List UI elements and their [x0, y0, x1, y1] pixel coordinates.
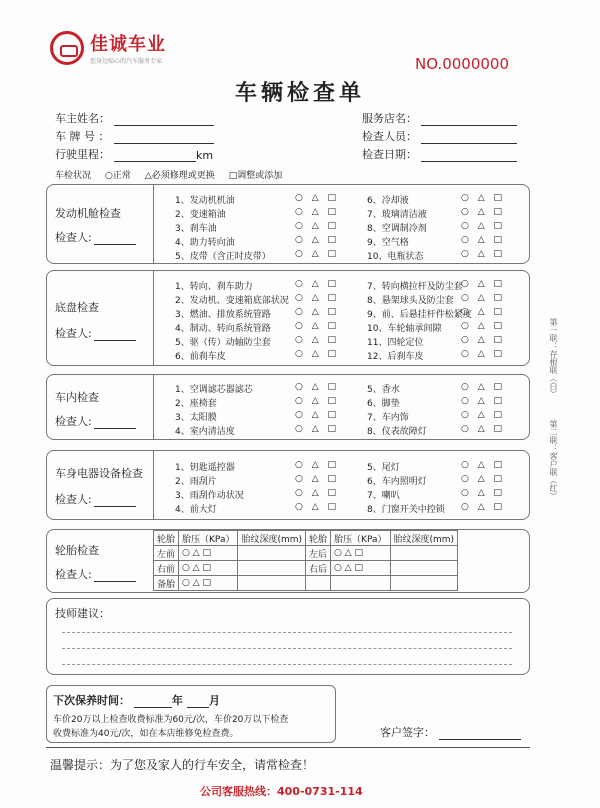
interior-item: 2、座椅套	[175, 399, 217, 409]
engine-section-title: 发动机舱检查	[55, 207, 121, 220]
check-marks[interactable]: ○ △ □	[461, 460, 505, 470]
brand-subtitle: 您身边贴心的汽车服务专家	[90, 58, 163, 65]
check-marks[interactable]: ○ △ □	[461, 307, 505, 317]
advice-line[interactable]	[62, 632, 512, 633]
chassis-item: 2、发动机、变速箱底部状况	[175, 296, 289, 306]
plate-field[interactable]	[55, 128, 214, 144]
table-row: 左前 ○ △ □ 左后 ○ △ □	[154, 546, 458, 561]
fee-note: 车价20万以上检查收费标准为60元/次，车价20万以下检查	[53, 715, 289, 725]
engine-item: 9、空气格	[367, 238, 409, 248]
inspector-label: 检查人员：	[362, 130, 417, 143]
side-note: 第一联：存根联（白）	[549, 318, 558, 398]
chassis-item: 6、前刹车皮	[175, 352, 226, 362]
interior-item: 7、车内饰	[367, 413, 409, 423]
electrical-item: 1、钥匙遥控器	[175, 463, 235, 473]
electrical-item: 5、尾灯	[367, 463, 400, 473]
serial-number: NO.0000000	[415, 55, 509, 73]
check-marks[interactable]: ○ △ □	[461, 488, 505, 498]
interior-section	[46, 374, 530, 440]
mileage-field[interactable]	[55, 146, 213, 162]
date-input-line[interactable]	[421, 150, 517, 162]
chassis-item: 11、四轮定位	[367, 338, 424, 348]
engine-item: 5、皮带（含正时皮带）	[175, 252, 271, 262]
check-marks[interactable]: ○ △ □	[295, 193, 339, 203]
electrical-item: 8、门窗开关中控锁	[367, 505, 445, 515]
chassis-item: 5、驱（传）动轴防尘套	[175, 338, 271, 348]
status-repair: △必须修理或更换	[144, 171, 215, 181]
interior-item: 8、仪表故障灯	[367, 427, 427, 437]
signature-field[interactable]	[380, 724, 521, 740]
chassis-item: 4、制动、转向系统管路	[175, 324, 271, 334]
next-maintenance-label: 下次保养时间：	[53, 694, 130, 707]
plate-label: 车 牌 号 ：	[55, 130, 110, 143]
date-label: 检查日期：	[362, 148, 417, 161]
signature-line[interactable]	[439, 728, 521, 740]
check-marks[interactable]: ○ △ □	[461, 410, 505, 420]
check-marks[interactable]: ○ △ □	[461, 335, 505, 345]
chassis-item: 3、燃油、排放系统管路	[175, 310, 271, 320]
hotline: 公司客服热线：400-0731-114	[200, 785, 363, 798]
check-marks[interactable]: ○ △ □	[461, 321, 505, 331]
engine-item: 10、电瓶状态	[367, 252, 424, 262]
interior-item: 6、脚垫	[367, 399, 400, 409]
check-marks[interactable]: ○ △ □	[295, 279, 339, 289]
mileage-unit: km	[196, 149, 214, 162]
check-marks[interactable]: ○ △ □	[461, 474, 505, 484]
advice-line[interactable]	[62, 664, 512, 665]
tire-table-header: 轮胎 胎压（KPa） 胎纹深度(mm) 轮胎 胎压（KPa） 胎纹深度(mm)	[154, 531, 458, 546]
electrical-inspector[interactable]: 检查人:	[55, 491, 136, 507]
status-legend	[55, 168, 282, 181]
check-marks[interactable]: ○ △ □	[461, 193, 505, 203]
check-marks[interactable]: ○ △ □	[295, 396, 339, 406]
page-title: 车辆检查单	[234, 81, 365, 106]
tire-section-title: 轮胎检查	[55, 544, 99, 557]
interior-section-title: 车内检查	[55, 391, 99, 404]
check-marks[interactable]: ○ △ □	[295, 488, 339, 498]
check-marks[interactable]: ○ △ □	[461, 249, 505, 259]
engine-section	[46, 184, 530, 264]
check-marks[interactable]: ○ △ □	[295, 382, 339, 392]
check-marks[interactable]: ○ △ □	[295, 349, 339, 359]
owner-input-line[interactable]	[114, 114, 214, 126]
status-label: 车检状况	[55, 171, 92, 181]
chassis-item: 1、转向、刹车助力	[175, 282, 253, 292]
check-marks[interactable]: ○ △ □	[295, 460, 339, 470]
next-maintenance[interactable]: 下次保养时间： 年 月	[53, 694, 220, 707]
check-marks[interactable]: ○ △ □	[461, 207, 505, 217]
chassis-item: 8、悬架球头及防尘套	[367, 296, 454, 306]
interior-item: 1、空调滤芯器滤芯	[175, 385, 253, 395]
chassis-section	[46, 270, 530, 366]
plate-input-line[interactable]	[114, 132, 214, 144]
inspector-input-line[interactable]	[421, 132, 517, 144]
engine-item: 4、助力转向油	[175, 238, 235, 248]
owner-field[interactable]	[55, 110, 214, 126]
chassis-item: 10、车轮轴承间隙	[367, 324, 442, 334]
electrical-item: 7、喇叭	[367, 491, 400, 501]
engine-item: 3、刹车油	[175, 224, 217, 234]
store-input-line[interactable]	[421, 114, 517, 126]
table-row: 右前 ○ △ □ 右后 ○ △ □	[154, 561, 458, 576]
mileage-label: 行驶里程：	[55, 148, 110, 161]
electrical-item: 3、雨刮作动状况	[175, 491, 244, 501]
chassis-inspector[interactable]: 检查人:	[55, 325, 136, 341]
check-marks[interactable]: ○ △ □	[295, 335, 339, 345]
tire-table	[153, 530, 458, 591]
electrical-item: 4、前大灯	[175, 505, 217, 515]
store-label: 服务店名：	[362, 112, 417, 125]
electrical-section	[46, 450, 530, 520]
check-marks[interactable]: ○ △ □	[295, 221, 339, 231]
tire-inspector[interactable]: 检查人:	[55, 566, 136, 582]
electrical-section-title: 车身电器设备检查	[55, 467, 143, 480]
check-marks[interactable]: ○ △ □	[295, 307, 339, 317]
date-field[interactable]	[362, 146, 517, 162]
check-marks[interactable]: ○ △ □	[295, 293, 339, 303]
check-marks[interactable]: ○ △ □	[295, 321, 339, 331]
check-marks[interactable]: ○ △ □	[461, 396, 505, 406]
interior-item: 5、香水	[367, 385, 400, 395]
engine-item: 6、冷却液	[367, 196, 409, 206]
engine-item: 2、变速箱油	[175, 210, 226, 220]
side-note: 第二联：客户联（红）	[549, 420, 558, 500]
check-marks[interactable]: ○ △ □	[461, 349, 505, 359]
engine-inspector[interactable]: 检查人:	[55, 229, 136, 245]
tire-section	[46, 529, 530, 593]
check-marks[interactable]: ○ △ □	[461, 502, 505, 512]
maintenance-section	[46, 685, 336, 743]
electrical-item: 2、雨刮片	[175, 477, 217, 487]
chassis-item: 7、转向横拉杆及防尘套	[367, 282, 463, 292]
engine-item: 8、空调制冷剂	[367, 224, 427, 234]
advice-label: 技师建议：	[55, 607, 110, 620]
check-marks[interactable]: ○ △ □	[295, 235, 339, 245]
check-marks[interactable]: ○ △ □	[295, 474, 339, 484]
interior-item: 4、室内清洁度	[175, 427, 235, 437]
check-marks[interactable]: ○ △ □	[461, 235, 505, 245]
brand-logo	[50, 30, 166, 65]
fee-note: 收费标准为40元/次，如在本店维修免检查费。	[53, 729, 239, 739]
check-marks[interactable]: ○ △ □	[295, 424, 339, 434]
check-marks[interactable]: ○ △ □	[295, 502, 339, 512]
status-adjust: □调整或添加	[228, 171, 283, 181]
interior-inspector[interactable]: 检查人:	[55, 413, 136, 429]
check-marks[interactable]: ○ △ □	[461, 382, 505, 392]
inspector-field[interactable]	[362, 128, 517, 144]
interior-item: 3、太阳膜	[175, 413, 217, 423]
chassis-item: 12、后刹车皮	[367, 352, 424, 362]
chassis-item: 9、前、后悬挂杆件松紧度	[367, 310, 472, 320]
check-marks[interactable]: ○ △ □	[461, 279, 505, 289]
brand-name: 佳诚车业	[90, 34, 166, 55]
table-row: 备胎 ○ △ □	[154, 576, 458, 591]
check-marks[interactable]: ○ △ □	[461, 424, 505, 434]
status-normal: ○正常	[105, 171, 131, 181]
check-marks[interactable]: ○ △ □	[461, 221, 505, 231]
check-marks[interactable]: ○ △ □	[295, 249, 339, 259]
electrical-item: 6、车内照明灯	[367, 477, 427, 487]
safety-tip: 温馨提示：为了您及家人的行车安全，请常检查！	[50, 758, 315, 772]
mileage-input-line[interactable]	[114, 150, 196, 162]
car-logo-icon	[50, 31, 84, 65]
advice-line[interactable]	[62, 648, 512, 649]
check-marks[interactable]: ○ △ □	[295, 410, 339, 420]
check-marks[interactable]: ○ △ □	[461, 293, 505, 303]
chassis-section-title: 底盘检查	[55, 301, 99, 314]
check-marks[interactable]: ○ △ □	[295, 207, 339, 217]
owner-label: 车主姓名：	[55, 112, 110, 125]
signature-label: 客户签字：	[380, 726, 435, 739]
engine-item: 7、玻璃清洁液	[367, 210, 427, 220]
store-field[interactable]	[362, 110, 517, 126]
engine-item: 1、发动机机油	[175, 196, 235, 206]
